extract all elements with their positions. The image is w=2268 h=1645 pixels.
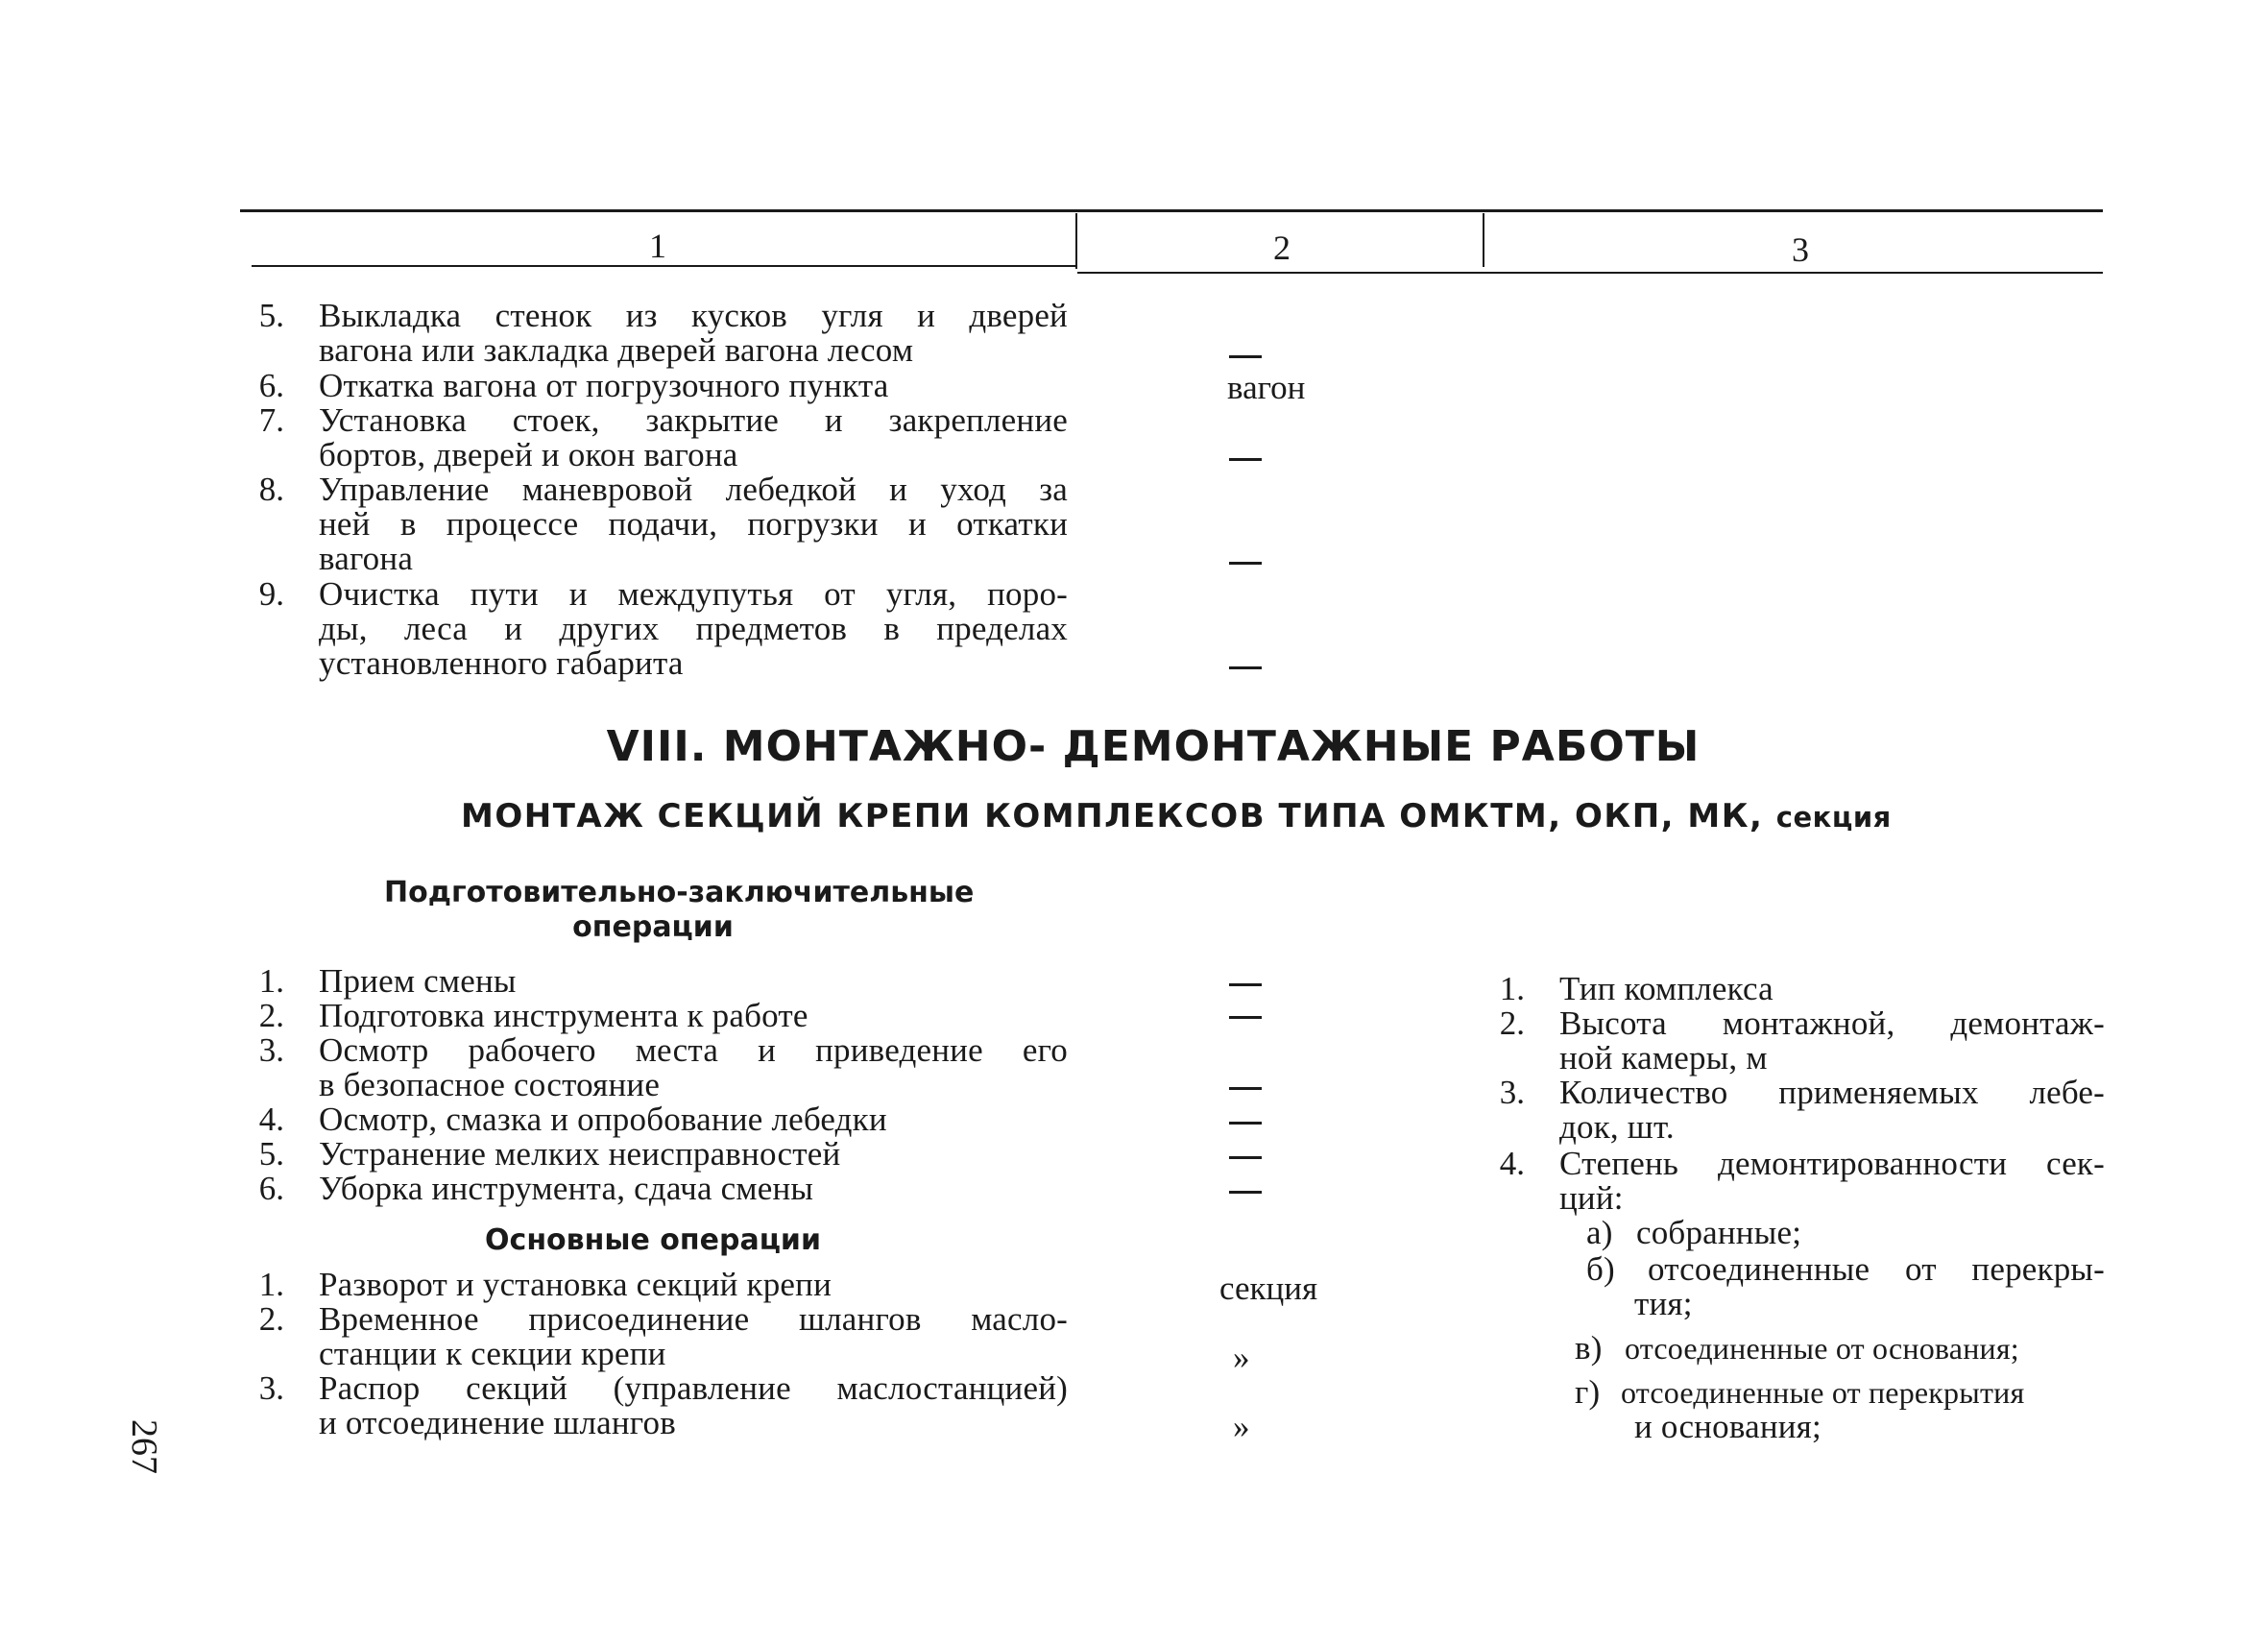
item-unit: » [1233,1408,1250,1445]
item-text-line: Устранение мелких неисправностей [319,1135,841,1173]
item-text-line: Разворот и установка секций крепи [319,1266,832,1303]
item-text-line: установленного габарита [319,644,684,682]
section-title: VIII. МОНТАЖНО- ДЕМОНТАЖНЫЕ РАБОТЫ [606,722,1701,771]
table-header-bottom-rule-1 [252,265,1075,267]
unit-dash [1229,1087,1262,1090]
item-number: 1. [258,1266,284,1303]
factor-text-line: ной камеры, м [1559,1039,1768,1077]
item-unit: секция [1219,1270,1318,1307]
unit-dash [1229,355,1262,358]
item-text-line: Выкладка стенок из кусков угля и дверей [319,297,1068,334]
item-text-line: Уборка инструмента, сдача смены [319,1170,814,1207]
factor-option-label: а) [1586,1214,1613,1251]
subsection-unit: секция [1775,801,1892,834]
factor-number: 3. [1499,1074,1525,1111]
factor-option-text: отсоединенные от перекрытия [1621,1375,2025,1410]
factor-number: 4. [1499,1145,1525,1182]
table-header-bottom-rule-2 [1077,272,2103,274]
item-text-line: ды, леса и других предметов в пределах [319,610,1068,647]
item-unit: » [1233,1339,1250,1376]
column-header-3: 3 [1792,230,1809,269]
item-text-line: Осмотр рабочего места и приведение его [319,1031,1068,1069]
factor-text-line: Количество применяемых лебе- [1559,1074,2105,1111]
item-text-line: Управление маневровой лебедкой и уход за [319,471,1068,508]
table-header-divider-2 [1483,213,1484,267]
item-number: 6. [258,1170,284,1207]
factor-number: 1. [1499,970,1525,1007]
factor-text-line: Высота монтажной, демонтаж- [1559,1004,2105,1042]
item-text-line: вагона или закладка дверей вагона лесом [319,331,914,369]
item-text-line: вагона [319,540,414,577]
factor-option-text: и основания; [1634,1408,1822,1445]
page-number: 267 [124,1419,164,1474]
item-text-line: Подготовка инструмента к работе [319,997,808,1034]
item-text-line: Распор секций (управление маслостанцией) [319,1369,1068,1407]
factor-option-text: тия; [1634,1285,1693,1322]
unit-dash [1229,1122,1262,1125]
factor-option-label: б) [1586,1250,1615,1288]
factor-option-label: в) [1575,1329,1603,1367]
unit-dash [1229,562,1262,565]
item-text-line: бортов, дверей и окон вагона [319,436,738,473]
subsection-title-text: МОНТАЖ СЕКЦИЙ КРЕПИ КОМПЛЕКСОВ ТИПА ОМКТМ, ОКП, МК, [461,797,1764,835]
item-number: 2. [258,1300,284,1338]
unit-dash [1229,1016,1262,1019]
subsection-title [461,797,1892,836]
item-number: 3. [258,1369,284,1407]
item-text-line: Очистка пути и междупутья от угля, поро- [319,575,1068,613]
item-text-line: Установка стоек, закрытие и закрепление [319,401,1068,439]
item-text-line: Временное присоединение шлангов масло- [319,1300,1068,1338]
column-header-1: 1 [649,227,666,265]
table-top-rule [240,209,2103,212]
item-text-line: Откатка вагона от погрузочного пункта [319,367,889,404]
item-number: 1. [258,962,284,1000]
item-text-line: ней в процессе подачи, погрузки и откатки [319,505,1068,543]
factor-option-text: отсоединенные от перекры- [1648,1250,2105,1288]
item-number: 5. [258,1135,284,1173]
unit-dash [1229,458,1262,461]
item-number: 8. [258,471,284,508]
unit-dash [1229,1191,1262,1194]
item-text-line: станции к секции крепи [319,1335,666,1372]
item-number: 2. [258,997,284,1034]
factor-option-label: г) [1575,1373,1601,1411]
item-number: 6. [258,367,284,404]
unit-dash [1229,1156,1262,1159]
factor-option-text: отсоединенные от основания; [1625,1331,2019,1366]
table-header-divider-1 [1075,213,1077,269]
item-number: 3. [258,1031,284,1069]
item-number: 4. [258,1101,284,1138]
unit-dash [1229,983,1262,986]
factor-number: 2. [1499,1004,1525,1042]
item-number: 5. [258,297,284,334]
item-number: 9. [258,575,284,613]
prep-heading-line-1: Подготовительно-заключительные [384,876,975,909]
item-unit: вагон [1227,369,1306,406]
factor-text-line: док, шт. [1559,1108,1675,1146]
item-number: 7. [258,401,284,439]
factor-text-line: Степень демонтированности сек- [1559,1145,2105,1182]
unit-dash [1229,666,1262,669]
item-text-line: Прием смены [319,962,517,1000]
factor-text-line: ций: [1559,1179,1624,1217]
factor-option-text: собранные; [1636,1214,1802,1251]
main-heading: Основные операции [485,1223,821,1257]
factor-text-line: Тип комплекса [1559,970,1773,1007]
item-text-line: и отсоединение шлангов [319,1404,676,1441]
prep-heading-line-2: операции [572,910,734,944]
item-text-line: в безопасное состояние [319,1066,661,1103]
item-text-line: Осмотр, смазка и опробование лебедки [319,1101,887,1138]
column-header-2: 2 [1273,229,1291,267]
